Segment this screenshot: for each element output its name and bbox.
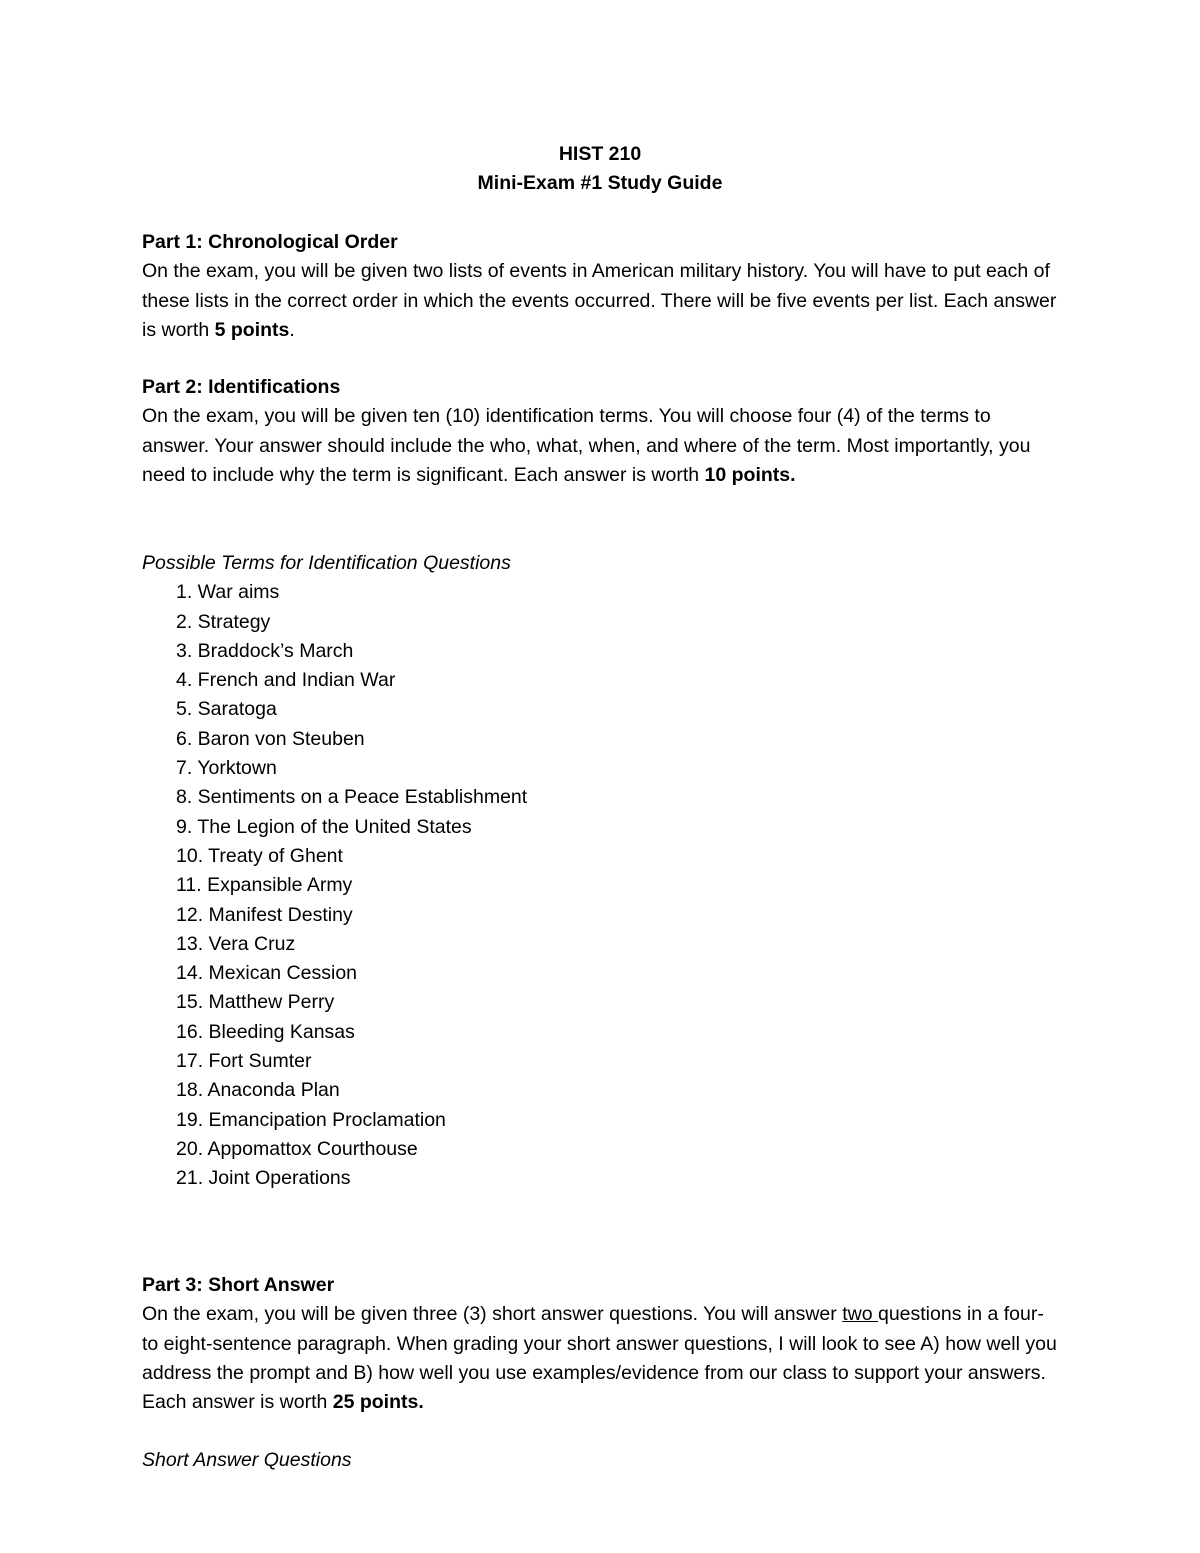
list-item: 2. Strategy [176, 610, 271, 633]
part2-end: . [790, 463, 796, 486]
part1-section [142, 228, 1062, 345]
short-answer-section [142, 1446, 1062, 1475]
part3-end: . [418, 1391, 424, 1414]
part3-text-a: On the exam, you will be given three (3) short answer questions. You will answer [142, 1303, 843, 1326]
part2-heading: Part 2: Identifications [142, 376, 341, 398]
list-item: 6. Baron von Steuben [176, 727, 365, 750]
list-item: 21. Joint Operations [176, 1167, 351, 1190]
list-item: 20. Appomattox Courthouse [176, 1137, 418, 1160]
list-item: 17. Fort Sumter [176, 1050, 312, 1073]
part1-paragraph [142, 257, 1062, 345]
list-item: 16. Bleeding Kansas [176, 1020, 355, 1043]
part2-section [142, 373, 1062, 490]
list-item: 14. Mexican Cession [176, 962, 358, 985]
terms-list [142, 578, 1062, 1193]
list-item: 9. The Legion of the United States [176, 815, 472, 838]
part2-paragraph [142, 402, 1062, 490]
part1-heading: Part 1: Chronological Order [142, 231, 398, 253]
list-item: 3. Braddock’s March [176, 639, 354, 662]
list-item: 5. Saratoga [176, 698, 277, 721]
list-item: 1. War aims [176, 581, 280, 604]
list-item: 4. French and Indian War [176, 669, 396, 692]
list-item: 10. Treaty of Ghent [176, 844, 343, 867]
part2-text: On the exam, you will be given ten (10) identification terms. You will choose four (4) of the terms to answer. Your answer should include the who, what, when, and where of the term. Most importantly, you need to include why the term is significant. Each answer is worth [142, 405, 1031, 486]
document-title: Mini-Exam #1 Study Guide [477, 172, 723, 195]
list-item: 7. Yorktown [176, 757, 277, 780]
list-item: 8. Sentiments on a Peace Establishment [176, 786, 528, 809]
part1-text: On the exam, you will be given two lists of events in American military history. You will have to put each of these lists in the correct order in which the events occurred. There will be five events per list. Each answer is worth [142, 260, 1057, 341]
part3-points: 25 points [332, 1391, 419, 1414]
list-item: 15. Matthew Perry [176, 991, 335, 1014]
part1-end: . [289, 318, 295, 341]
part3-underlined: two [842, 1303, 878, 1326]
short-answer-heading: Short Answer Questions [142, 1449, 352, 1471]
part3-section [142, 1271, 1062, 1417]
part3-heading: Part 3: Short Answer [142, 1274, 335, 1296]
terms-section [142, 549, 1062, 1194]
part3-text-b: questions in a four- to eight-sentence paragraph. When grading your short answer questions, I will look to see A) how well you address the prompt and B) how well you use examples/evidence from our class to support your answers. Each answer is worth [142, 1303, 1057, 1414]
list-item: 12. Manifest Destiny [176, 903, 353, 926]
list-item: 13. Vera Cruz [176, 932, 296, 955]
part1-points: 5 points [214, 318, 290, 341]
list-item: 19. Emancipation Proclamation [176, 1108, 446, 1131]
list-item: 11. Expansible Army [176, 874, 353, 897]
terms-heading: Possible Terms for Identification Questions [142, 552, 511, 574]
part2-points: 10 points [704, 463, 791, 486]
document-header [0, 140, 1200, 199]
list-item: 18. Anaconda Plan [176, 1079, 340, 1102]
part3-paragraph [142, 1300, 1062, 1417]
course-code: HIST 210 [558, 143, 642, 165]
